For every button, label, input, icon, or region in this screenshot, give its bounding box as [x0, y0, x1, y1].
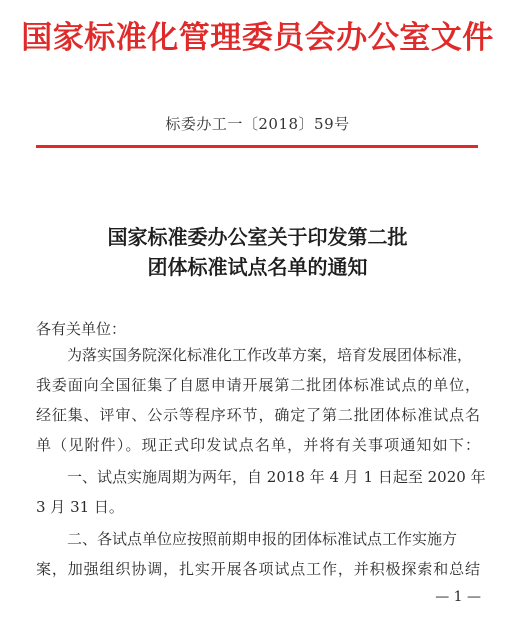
paragraph-line: 案，加强组织协调，扎实开展各项试点工作，并积极探索和总结	[36, 560, 480, 578]
title-line-1: 国家标准委办公室关于印发第二批	[107, 225, 408, 249]
paragraph-item-1	[36, 462, 486, 522]
paragraph-line: 3 月 31 日。	[36, 498, 124, 516]
paragraph-intro	[36, 340, 480, 460]
red-separator-line	[36, 145, 478, 148]
paragraph-line: 经征集、评审、公示等程序环节，确定了第二批团体标准试点名	[36, 406, 480, 424]
addressee: 各有关单位：	[36, 320, 127, 338]
paragraph-line: 一、试点实施周期为两年，自 2018 年 4 月 1 日起至 2020 年	[67, 468, 486, 486]
issuer-header: 国家标准化管理委员会办公室文件	[21, 20, 494, 56]
document-number: 标委办工一〔2018〕59号	[165, 115, 350, 133]
title-line-2: 团体标准试点名单的通知	[147, 255, 368, 279]
paragraph-item-2	[36, 524, 480, 584]
paragraph-line: 为落实国务院深化标准化工作改革方案，培育发展团体标准，	[67, 346, 473, 364]
page-number: — 1 —	[435, 589, 481, 605]
document-title	[0, 222, 515, 282]
paragraph-line: 单（见附件）。现正式印发试点名单，并将有关事项通知如下：	[36, 436, 480, 454]
paragraph-line: 二、各试点单位应按照前期申报的团体标准试点工作实施方	[67, 530, 458, 548]
paragraph-line: 我委面向全国征集了自愿申请开展第二批团体标准试点的单位，	[36, 376, 480, 394]
